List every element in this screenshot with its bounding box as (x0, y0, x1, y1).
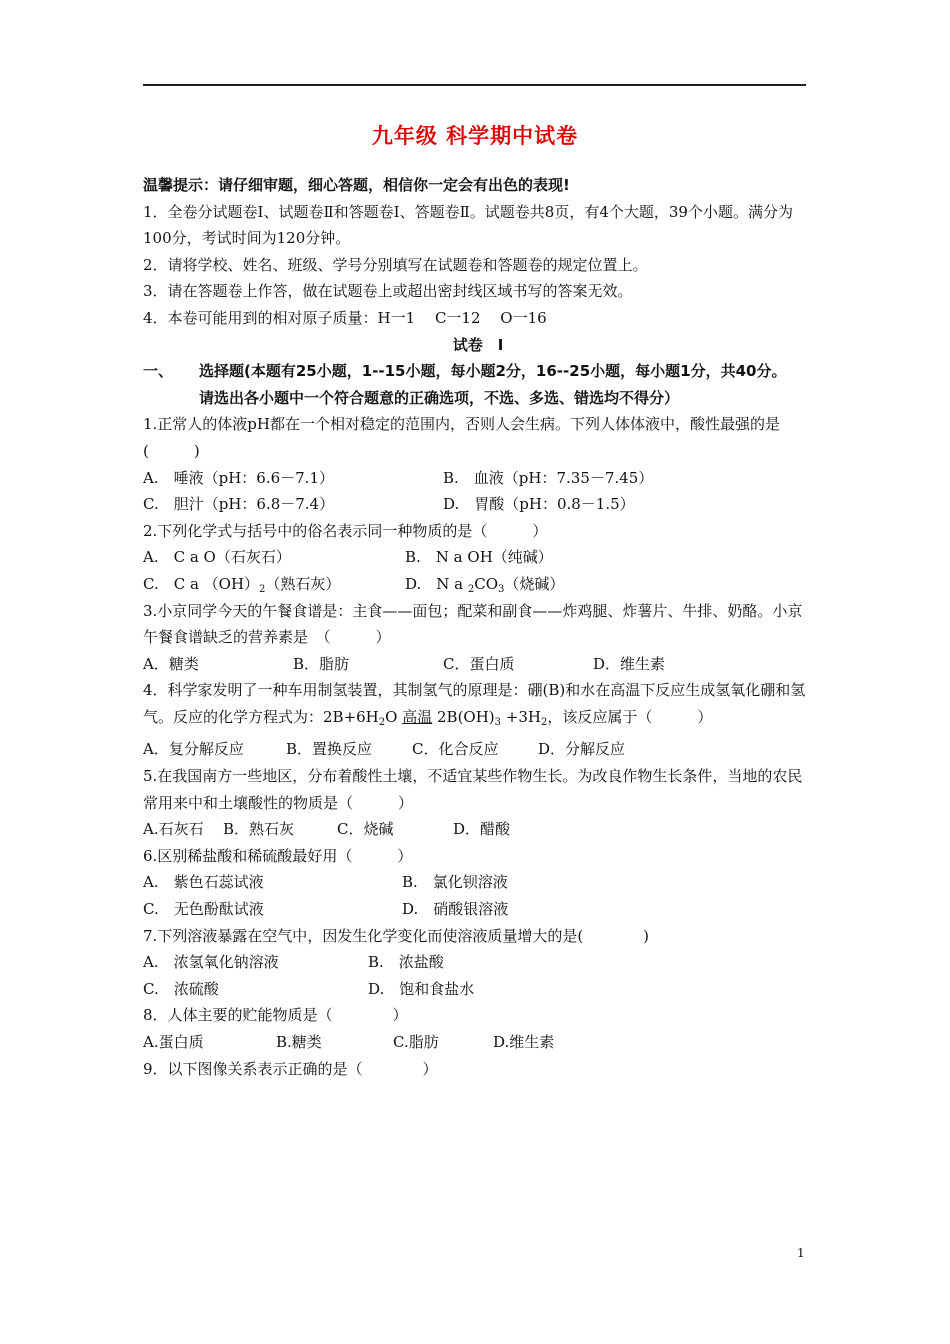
question-3-option-c: C．蛋白质 (443, 654, 515, 673)
page-number: 1 (797, 1246, 805, 1260)
question-7-option-d: D. 饱和食盐水 (368, 979, 475, 998)
question-6-option-b: B. 氯化钡溶液 (402, 873, 508, 892)
q4-text: 2B(OH) (432, 707, 495, 726)
question-8-stem: 8．人体主要的贮能物质是（ ） (143, 1006, 408, 1025)
exam-content (143, 172, 813, 1082)
question-7-option-b: B. 浓盐酸 (368, 953, 444, 972)
question-1-option-a: A. 唾液（pH：6.6－7.1） (143, 468, 334, 487)
question-6-option-c: C. 无色酚酞试液 (143, 900, 264, 919)
section-heading (143, 358, 813, 385)
question-3-option-b: B．脂肪 (293, 654, 350, 673)
subscript: 2 (541, 716, 548, 728)
question-2-option-a: A. C a O（石灰石） (143, 548, 291, 567)
question-6-stem: 6.区别稀盐酸和稀硫酸最好用（ ） (143, 846, 413, 865)
question-4-option-b: B．置换反应 (286, 740, 373, 759)
q4-text: 4．科学家发明了一种车用制氢装置，其制氢气的原理是：硼(B)和水在高温下反应生成氢氧化硼和氢气。反应的化学方程式为：2B+6H (143, 681, 806, 726)
question-4-option-d: D．分解反应 (538, 740, 626, 759)
question-2-option-b: B. N a OH（纯碱） (405, 548, 553, 567)
question-6-option-d: D. 硝酸银溶液 (402, 900, 509, 919)
subscript: 3 (498, 583, 505, 595)
question-3-options (143, 651, 813, 678)
question-1-options-row-1 (143, 465, 813, 492)
question-3-stem: 3.小京同学今天的午餐食谱是：主食——面包；配菜和副食——炸鸡腿、炸薯片、牛排、奶酪。小京午餐食谱缺乏的营养素是 （ ） (143, 601, 803, 647)
q4-text: ，该反应属于（ ） (547, 707, 713, 726)
section-instruction: 请选出各小题中一个符合题意的正确选项，不选、多选、错选均不得分） (199, 388, 680, 407)
question-7-option-a: A. 浓氢氧化钠溶液 (143, 953, 279, 972)
question-4-option-c: C．化合反应 (412, 740, 499, 759)
question-4-stem (143, 677, 813, 736)
question-8-option-b: B.糖类 (276, 1033, 322, 1051)
subscript: 2 (467, 583, 475, 595)
subscript: 3 (494, 716, 502, 728)
question-5-option-d: D．醋酸 (453, 820, 511, 839)
question-6-options-row-2 (143, 896, 813, 923)
question-2-options-row-2 (143, 571, 813, 598)
option-d-name: （烧碱） (504, 574, 565, 593)
option-d-formula: D. N a (405, 574, 468, 593)
question-5-option-a: A.石灰石 (143, 820, 204, 839)
question-9-stem: 9．以下图像关系表示正确的是（ ） (143, 1059, 438, 1078)
subscript: 2 (259, 583, 266, 595)
question-1-options-row-2 (143, 491, 813, 518)
question-7-stem: 7.下列溶液暴露在空气中，因发生化学变化而使溶液质量增大的是( ) (143, 926, 650, 945)
reaction-condition: 高温 (402, 707, 433, 726)
option-d-formula-co: CO (474, 574, 499, 593)
notice-item-4: 4．本卷可能用到的相对原子质量：H一1 C一12 O一16 (143, 308, 547, 327)
header-rule (143, 84, 806, 86)
option-c-formula: C. C a （OH） (143, 574, 260, 593)
question-1-option-d: D. 胃酸（pH：0.8－1.5） (443, 495, 635, 514)
section-number: 一、 (143, 362, 174, 381)
question-5-stem: 5.在我国南方一些地区，分布着酸性土壤，不适宜某些作物生长。为改良作物生长条件，当地的农民常用来中和土壤酸性的物质是（ ） (143, 767, 803, 812)
question-5-options (143, 816, 813, 843)
question-2-option-d (405, 571, 667, 598)
question-2-options-row-1 (143, 544, 813, 571)
question-2-option-c (143, 571, 405, 598)
q4-text: +3H (501, 707, 541, 726)
question-3-option-a: A．糖类 (143, 654, 199, 673)
notice-item-2: 2．请将学校、姓名、班级、学号分别填写在试题卷和答题卷的规定位置上。 (143, 255, 648, 274)
question-5-option-b: B．熟石灰 (223, 820, 295, 839)
subscript: 2 (378, 716, 386, 728)
question-7-options-row-2 (143, 976, 813, 1003)
notice-tip: 温馨提示：请仔细审题，细心答题，相信你一定会有出色的表现! (143, 176, 570, 194)
notice-item-1: 1．全卷分试题卷Ⅰ、试题卷Ⅱ和答题卷Ⅰ、答题卷Ⅱ。试题卷共8页，有4个大题，39个小题。满分为100分，考试时间为120分钟。 (143, 202, 793, 248)
question-8-options (143, 1029, 813, 1056)
question-7-options-row-1 (143, 949, 813, 976)
question-6-option-a: A. 紫色石蕊试液 (143, 873, 264, 892)
question-8-option-d: D.维生素 (493, 1033, 555, 1051)
question-8-option-a: A.蛋白质 (143, 1033, 204, 1051)
question-1-stem: 1.正常人的体液pH都在一个相对稳定的范围内，否则人会生病。下列人体体液中，酸性最强的是( ) (143, 415, 780, 460)
question-2-stem: 2.下列化学式与括号中的俗名表示同一种物质的是（ ） (143, 521, 548, 540)
question-6-options-row-1 (143, 869, 813, 896)
question-1-option-c: C. 胆汁（pH：6.8－7.4） (143, 495, 335, 514)
question-7-option-c: C. 浓硫酸 (143, 979, 219, 998)
question-1-option-b: B. 血液（pH：7.35－7.45） (443, 468, 654, 487)
option-c-name: （熟石灰） (265, 574, 341, 593)
question-3-option-d: D．维生素 (593, 654, 666, 673)
question-8-option-c: C.脂肪 (393, 1033, 439, 1051)
page-title: 九年级 科学期中试卷 (371, 124, 579, 148)
notice-item-3: 3．请在答题卷上作答，做在试题卷上或超出密封线区域书写的答案无效。 (143, 282, 633, 301)
paper-label: 试卷 Ⅰ (452, 335, 504, 354)
question-4-options (143, 736, 813, 763)
q4-text: O (385, 707, 403, 726)
question-4-option-a: A．复分解反应 (143, 740, 244, 759)
question-5-option-c: C．烧碱 (337, 820, 394, 839)
section-title: 选择题(本题有25小题，1--15小题，每小题2分，16--25小题，每小题1分，共40分。 (199, 362, 787, 381)
